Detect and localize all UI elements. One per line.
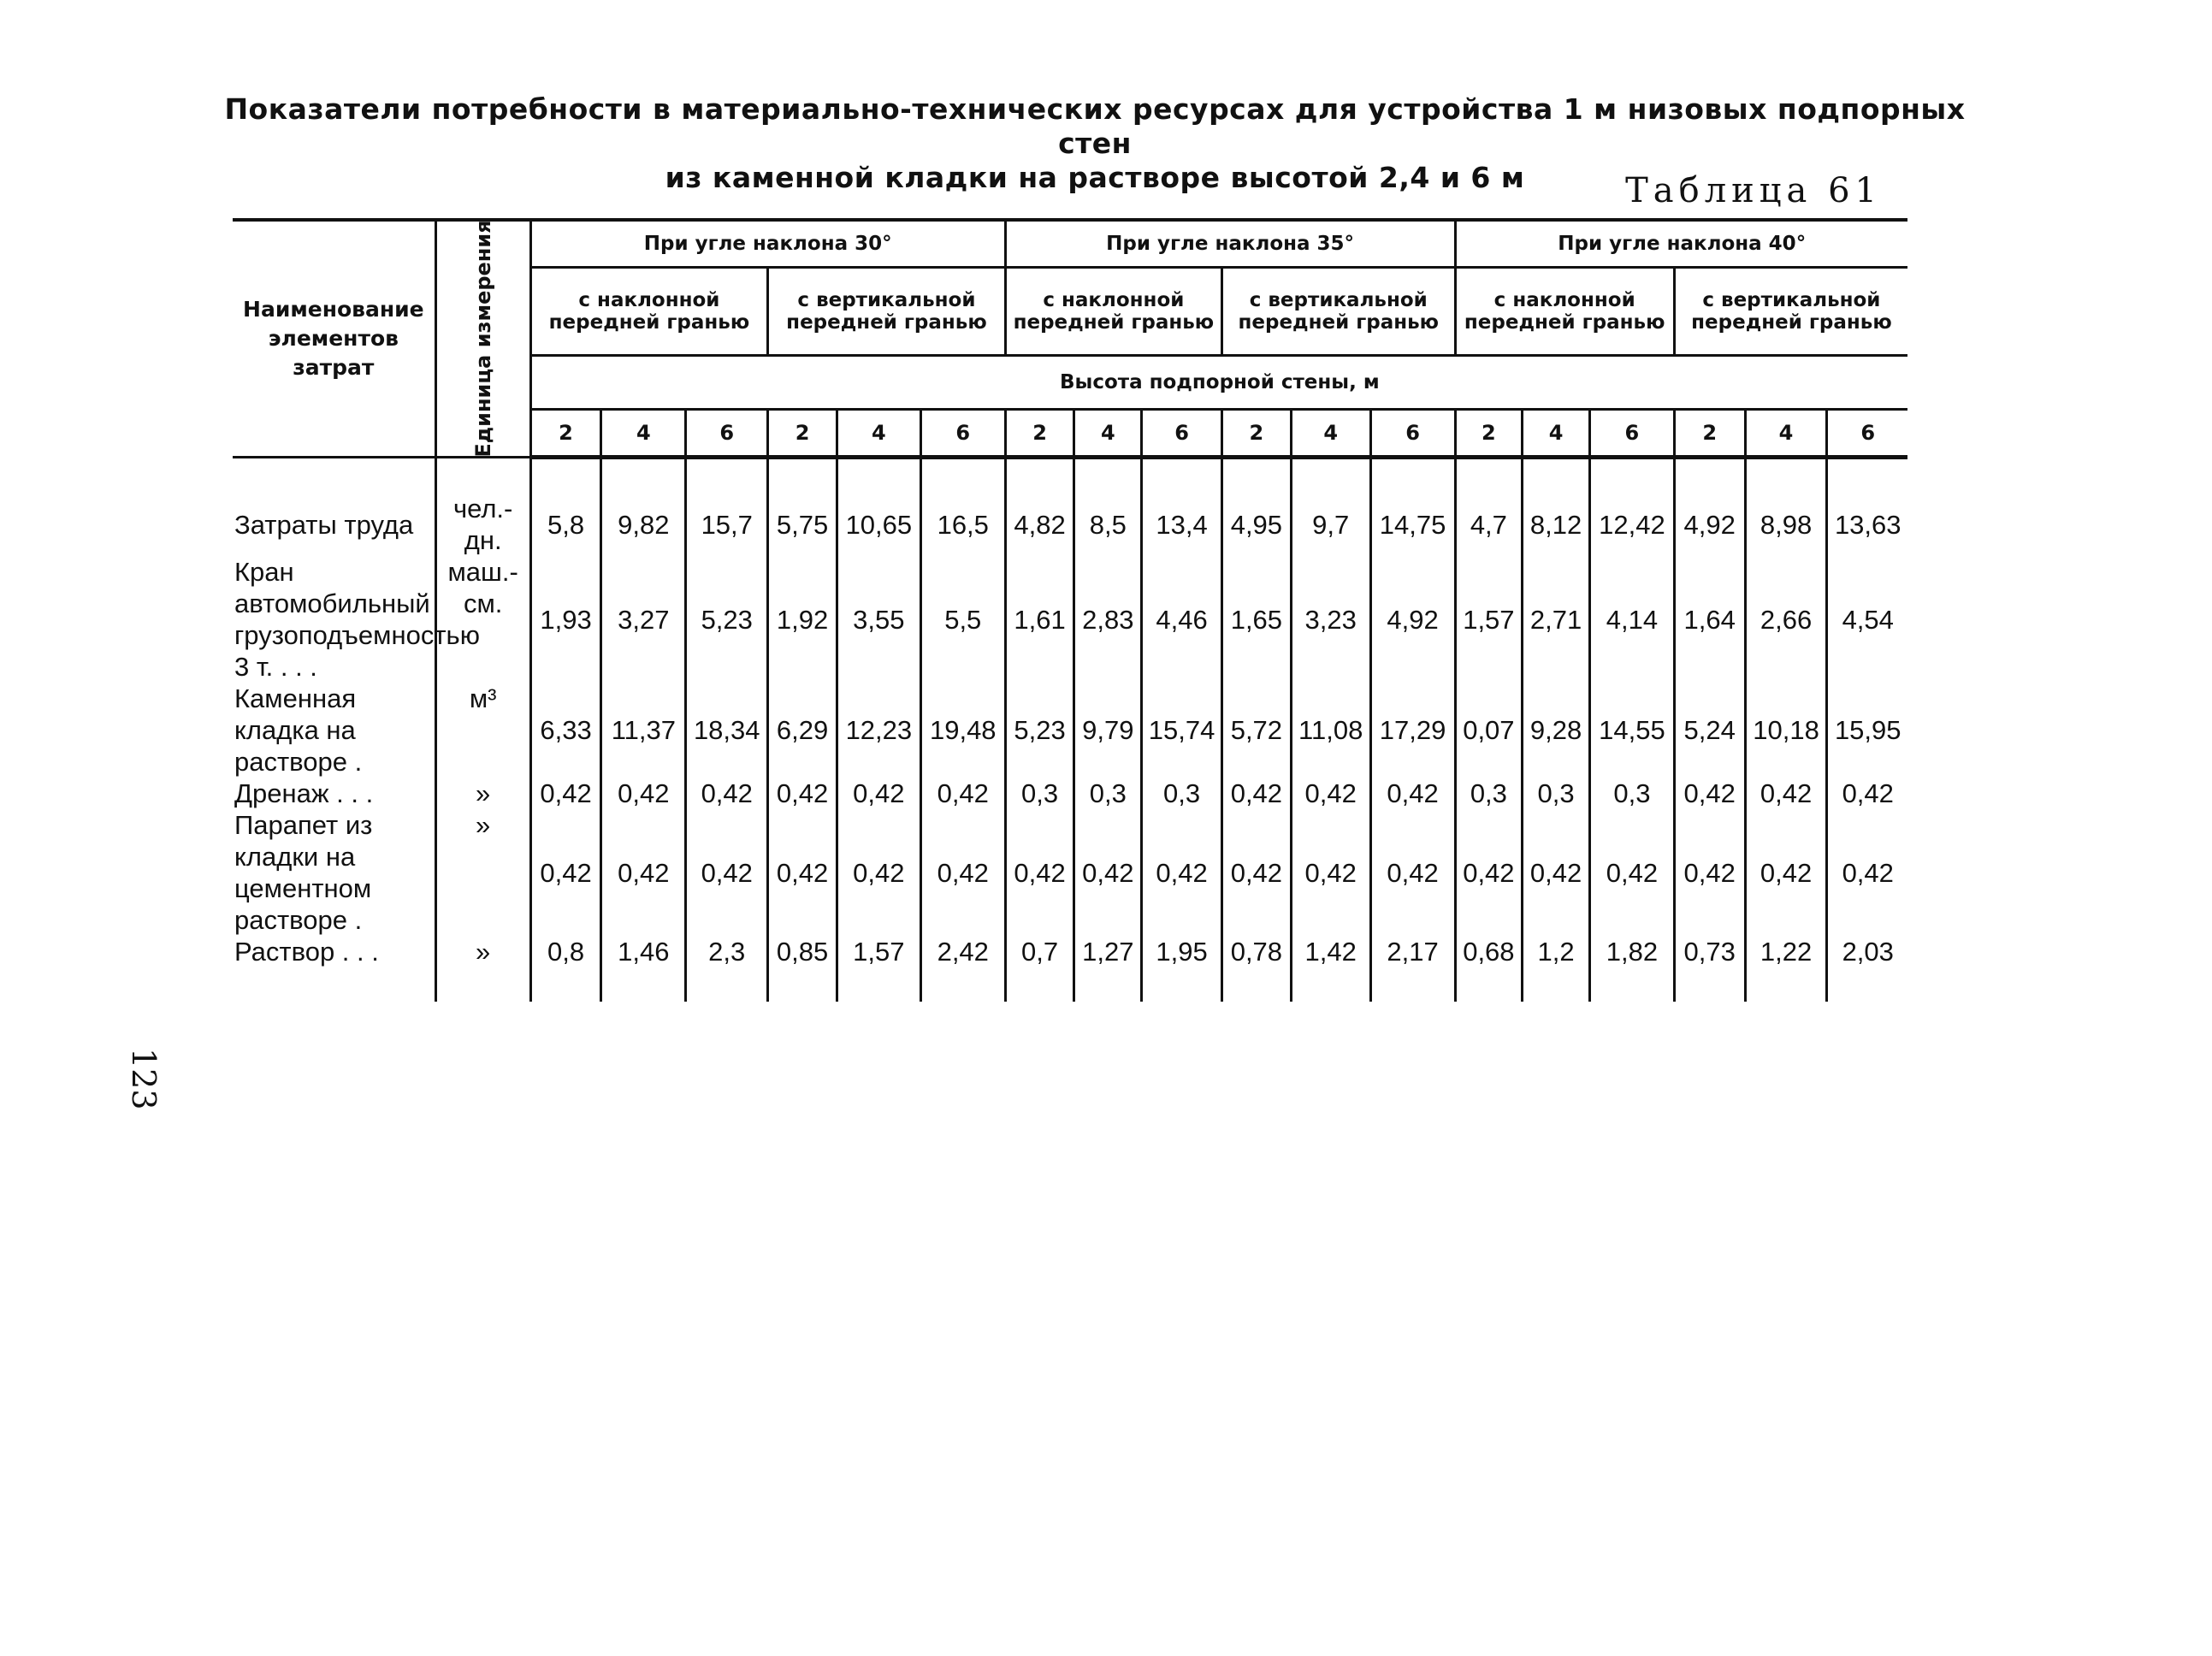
- value-cell: 4,54: [1827, 556, 1907, 683]
- table-row: [233, 556, 1907, 683]
- table-row: [233, 458, 1907, 557]
- table-row: [233, 936, 1907, 967]
- value-cell: 4,14: [1589, 556, 1674, 683]
- value-cell: 3,23: [1291, 556, 1370, 683]
- value-cell: 0,3: [1589, 778, 1674, 809]
- value-cell: 1,57: [1455, 556, 1523, 683]
- height-cell: 4: [1074, 410, 1142, 458]
- value-cell: 9,28: [1523, 683, 1590, 778]
- table-row: [233, 778, 1907, 809]
- row-unit: »: [435, 778, 530, 809]
- tail-cell: [1291, 967, 1370, 1002]
- title-line-1: Показатели потребности в материально-технических ресурсах для устройства 1 м низовых подпорных стен: [224, 92, 1966, 160]
- tail-cell: [601, 967, 686, 1002]
- tail-cell: [1005, 967, 1074, 1002]
- header-face-vertical: с вертикальной передней гранью: [768, 268, 1006, 356]
- row-unit: м³: [435, 683, 530, 778]
- table-tail: [233, 967, 1907, 1002]
- value-cell: 1,42: [1291, 936, 1370, 967]
- tail-cell: [1074, 967, 1142, 1002]
- value-cell: 12,42: [1589, 458, 1674, 557]
- value-cell: 10,65: [837, 458, 920, 557]
- value-cell: 1,57: [837, 936, 920, 967]
- value-cell: 13,63: [1827, 458, 1907, 557]
- header-face-inclined: с наклонной передней гранью: [530, 268, 768, 356]
- value-cell: 0,42: [837, 809, 920, 936]
- value-cell: 0,42: [686, 778, 768, 809]
- value-cell: 4,46: [1142, 556, 1222, 683]
- value-cell: 14,75: [1370, 458, 1455, 557]
- value-cell: 1,2: [1523, 936, 1590, 967]
- value-cell: 19,48: [920, 683, 1005, 778]
- value-cell: 0,42: [601, 778, 686, 809]
- value-cell: 14,55: [1589, 683, 1674, 778]
- value-cell: 0,42: [920, 809, 1005, 936]
- value-cell: 0,85: [768, 936, 837, 967]
- height-cell: 4: [837, 410, 920, 458]
- value-cell: 0,42: [1455, 809, 1523, 936]
- value-cell: 0,42: [920, 778, 1005, 809]
- value-cell: 4,92: [1674, 458, 1745, 557]
- header-name-col: Наименование элементов затрат: [233, 220, 435, 458]
- value-cell: 0,42: [686, 809, 768, 936]
- header-face-inclined: с наклонной передней гранью: [1005, 268, 1221, 356]
- header-height-label: Высота подпорной стены, м: [530, 356, 1907, 410]
- value-cell: 5,24: [1674, 683, 1745, 778]
- value-cell: 0,42: [1745, 809, 1827, 936]
- value-cell: 2,71: [1523, 556, 1590, 683]
- value-cell: 1,27: [1074, 936, 1142, 967]
- value-cell: 1,65: [1222, 556, 1292, 683]
- row-name: Каменная кладка на растворе .: [233, 683, 435, 778]
- tail-cell: [1222, 967, 1292, 1002]
- value-cell: 0,42: [530, 778, 601, 809]
- height-cell: 6: [686, 410, 768, 458]
- title-line-2: из каменной кладки на растворе высотой 2,4 и 6 м: [665, 161, 1525, 194]
- value-cell: 0,3: [1074, 778, 1142, 809]
- row-unit: »: [435, 809, 530, 936]
- value-cell: 0,42: [1222, 778, 1292, 809]
- tail-cell: [1370, 967, 1455, 1002]
- value-cell: 0,42: [768, 809, 837, 936]
- value-cell: 1,22: [1745, 936, 1827, 967]
- height-cell: 6: [920, 410, 1005, 458]
- header-angle-30: При угле наклона 30°: [530, 220, 1005, 268]
- value-cell: 0,3: [1005, 778, 1074, 809]
- row-unit: »: [435, 936, 530, 967]
- height-cell: 2: [530, 410, 601, 458]
- height-cell: 6: [1142, 410, 1222, 458]
- value-cell: 0,42: [837, 778, 920, 809]
- page-number: 123: [125, 1048, 163, 1110]
- tail-cell: [1745, 967, 1827, 1002]
- value-cell: 4,95: [1222, 458, 1292, 557]
- height-cell: 2: [1005, 410, 1074, 458]
- value-cell: 0,73: [1674, 936, 1745, 967]
- value-cell: 9,82: [601, 458, 686, 557]
- tail-cell: [530, 967, 601, 1002]
- value-cell: 0,42: [1005, 809, 1074, 936]
- value-cell: 0,42: [601, 809, 686, 936]
- value-cell: 0,42: [1827, 809, 1907, 936]
- value-cell: 5,23: [686, 556, 768, 683]
- value-cell: 0,07: [1455, 683, 1523, 778]
- value-cell: 4,82: [1005, 458, 1074, 557]
- value-cell: 0,3: [1142, 778, 1222, 809]
- header-unit-label: Единица измерения: [470, 220, 495, 458]
- value-cell: 0,8: [530, 936, 601, 967]
- tail-cell: [768, 967, 837, 1002]
- value-cell: 0,3: [1455, 778, 1523, 809]
- value-cell: 1,46: [601, 936, 686, 967]
- value-cell: 0,42: [1589, 809, 1674, 936]
- value-cell: 18,34: [686, 683, 768, 778]
- tail-cell: [1827, 967, 1907, 1002]
- value-cell: 1,95: [1142, 936, 1222, 967]
- value-cell: 0,42: [1523, 809, 1590, 936]
- row-name: Дренаж . . .: [233, 778, 435, 809]
- value-cell: 6,33: [530, 683, 601, 778]
- value-cell: 2,17: [1370, 936, 1455, 967]
- height-cell: 2: [1222, 410, 1292, 458]
- value-cell: 3,55: [837, 556, 920, 683]
- tail-cell: [1142, 967, 1222, 1002]
- value-cell: 8,12: [1523, 458, 1590, 557]
- value-cell: 9,79: [1074, 683, 1142, 778]
- value-cell: 2,66: [1745, 556, 1827, 683]
- value-cell: 15,95: [1827, 683, 1907, 778]
- height-cell: 4: [1291, 410, 1370, 458]
- value-cell: 0,42: [1674, 778, 1745, 809]
- value-cell: 5,8: [530, 458, 601, 557]
- value-cell: 11,08: [1291, 683, 1370, 778]
- value-cell: 12,23: [837, 683, 920, 778]
- height-cell: 4: [1745, 410, 1827, 458]
- resource-table: [233, 218, 1907, 1002]
- value-cell: 2,3: [686, 936, 768, 967]
- header-face-vertical: с вертикальной передней гранью: [1674, 268, 1907, 356]
- value-cell: 1,82: [1589, 936, 1674, 967]
- value-cell: 0,42: [1222, 809, 1292, 936]
- row-name: Затраты труда: [233, 458, 435, 557]
- table-number: Таблица 61: [1625, 171, 1882, 210]
- value-cell: 0,42: [1291, 778, 1370, 809]
- height-cell: 2: [1674, 410, 1745, 458]
- value-cell: 0,68: [1455, 936, 1523, 967]
- value-cell: 0,42: [1074, 809, 1142, 936]
- value-cell: 17,29: [1370, 683, 1455, 778]
- tail-cell: [686, 967, 768, 1002]
- value-cell: 15,7: [686, 458, 768, 557]
- row-unit: маш.-см.: [435, 556, 530, 683]
- value-cell: 2,42: [920, 936, 1005, 967]
- table-row: [233, 683, 1907, 778]
- row-name: Кран автомобильный грузоподъемностью 3 т. . . .: [234, 557, 480, 682]
- value-cell: 0,42: [768, 778, 837, 809]
- value-cell: 0,42: [1370, 778, 1455, 809]
- value-cell: 0,42: [1142, 809, 1222, 936]
- tail-cell: [1455, 967, 1523, 1002]
- value-cell: 5,23: [1005, 683, 1074, 778]
- value-cell: 0,42: [1370, 809, 1455, 936]
- value-cell: 0,42: [1674, 809, 1745, 936]
- value-cell: 0,42: [1291, 809, 1370, 936]
- tail-cell: [920, 967, 1005, 1002]
- header-face-inclined: с наклонной передней гранью: [1455, 268, 1674, 356]
- value-cell: 2,03: [1827, 936, 1907, 967]
- value-cell: 16,5: [920, 458, 1005, 557]
- height-cell: 2: [1455, 410, 1523, 458]
- value-cell: 5,72: [1222, 683, 1292, 778]
- tail-cell: [837, 967, 920, 1002]
- value-cell: 0,78: [1222, 936, 1292, 967]
- value-cell: 0,7: [1005, 936, 1074, 967]
- tail-cell: [233, 967, 435, 1002]
- height-cell: 2: [768, 410, 837, 458]
- table-row: [233, 809, 1907, 936]
- header-unit-col: [435, 220, 530, 458]
- value-cell: 8,98: [1745, 458, 1827, 557]
- tail-cell: [435, 967, 530, 1002]
- height-cell: 6: [1827, 410, 1907, 458]
- row-name: Парапет из кладки на цементном растворе .: [233, 809, 435, 936]
- value-cell: 9,7: [1291, 458, 1370, 557]
- tail-cell: [1589, 967, 1674, 1002]
- value-cell: 6,29: [768, 683, 837, 778]
- header-face-vertical: с вертикальной передней гранью: [1222, 268, 1456, 356]
- value-cell: 0,42: [1745, 778, 1827, 809]
- value-cell: 5,5: [920, 556, 1005, 683]
- height-cell: 6: [1370, 410, 1455, 458]
- value-cell: 2,83: [1074, 556, 1142, 683]
- value-cell: 1,64: [1674, 556, 1745, 683]
- header-angle-35: При угле наклона 35°: [1005, 220, 1455, 268]
- value-cell: 11,37: [601, 683, 686, 778]
- value-cell: 8,5: [1074, 458, 1142, 557]
- value-cell: 0,42: [530, 809, 601, 936]
- value-cell: 1,93: [530, 556, 601, 683]
- value-cell: 4,92: [1370, 556, 1455, 683]
- value-cell: 5,75: [768, 458, 837, 557]
- height-cell: 6: [1589, 410, 1674, 458]
- value-cell: 1,61: [1005, 556, 1074, 683]
- value-cell: 4,7: [1455, 458, 1523, 557]
- height-cell: 4: [601, 410, 686, 458]
- value-cell: 13,4: [1142, 458, 1222, 557]
- header-angle-40: При угле наклона 40°: [1455, 220, 1907, 268]
- value-cell: 3,27: [601, 556, 686, 683]
- value-cell: 10,18: [1745, 683, 1827, 778]
- value-cell: 0,3: [1523, 778, 1590, 809]
- value-cell: 1,92: [768, 556, 837, 683]
- tail-cell: [1674, 967, 1745, 1002]
- value-cell: 0,42: [1827, 778, 1907, 809]
- height-cell: 4: [1523, 410, 1590, 458]
- tail-cell: [1523, 967, 1590, 1002]
- value-cell: 15,74: [1142, 683, 1222, 778]
- row-unit: чел.-дн.: [435, 458, 530, 557]
- row-name: Раствор . . .: [233, 936, 435, 967]
